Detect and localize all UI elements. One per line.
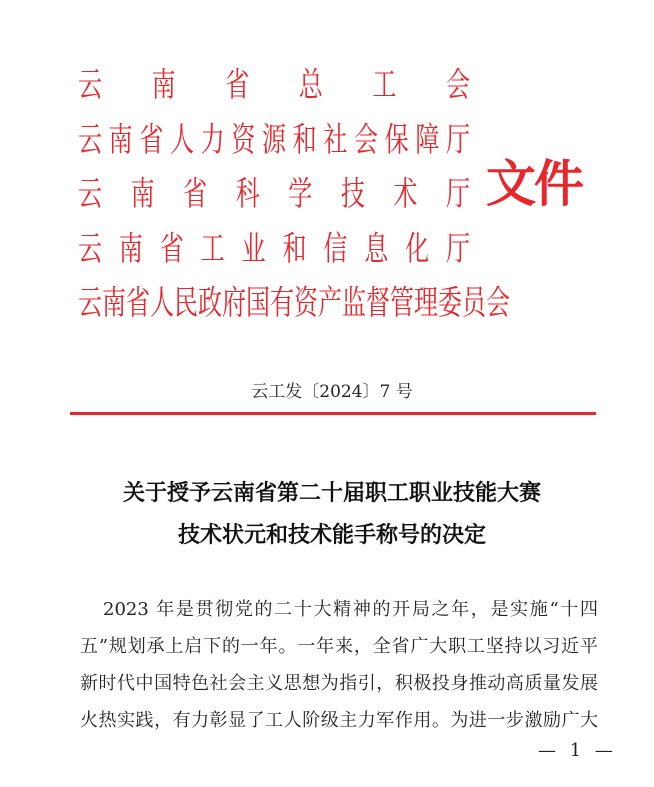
document-number: 云工发〔2024〕7 号 xyxy=(251,382,413,402)
document-title-line-1: 关于授予云南省第二十届职工职业技能大赛 xyxy=(122,480,541,506)
red-divider xyxy=(70,412,596,415)
body-line: 新时代中国特色社会主义思想为指引，积极投身推动高质量发展 xyxy=(80,673,598,694)
issuer-row xyxy=(78,222,470,277)
page-number: — 1 — xyxy=(538,740,617,761)
issuer-name: 云南省人力资源和社会保障厅 xyxy=(78,120,470,160)
issuer-name: 云南省人民政府国有资产监督管理委员会 xyxy=(78,283,510,323)
issuer-name: 云南省工业和信息化厅 xyxy=(78,229,470,269)
body-line: 五”规划承上启下的一年。一年来，全省广大职工坚持以习近平 xyxy=(80,636,598,657)
issuer-row xyxy=(78,113,470,168)
body-line: 2023 年是贯彻党的二十大精神的开局之年，是实施“十四 xyxy=(103,599,598,620)
body-paragraph xyxy=(80,591,598,739)
issuer-list xyxy=(78,58,510,331)
issuer-row xyxy=(78,58,470,113)
document-suffix: 文件 xyxy=(486,154,582,213)
issuer-row xyxy=(78,276,510,331)
issuer-name: 云南省科学技术厅 xyxy=(78,174,470,214)
issuer-name: 云南省总工会 xyxy=(78,65,470,105)
document-title-line-2: 技术状元和技术能手称号的决定 xyxy=(177,522,486,548)
issuer-row xyxy=(78,167,470,222)
body-line: 火热实践，有力彰显了工人阶级主力军作用。为进一步激励广大 xyxy=(80,710,598,731)
